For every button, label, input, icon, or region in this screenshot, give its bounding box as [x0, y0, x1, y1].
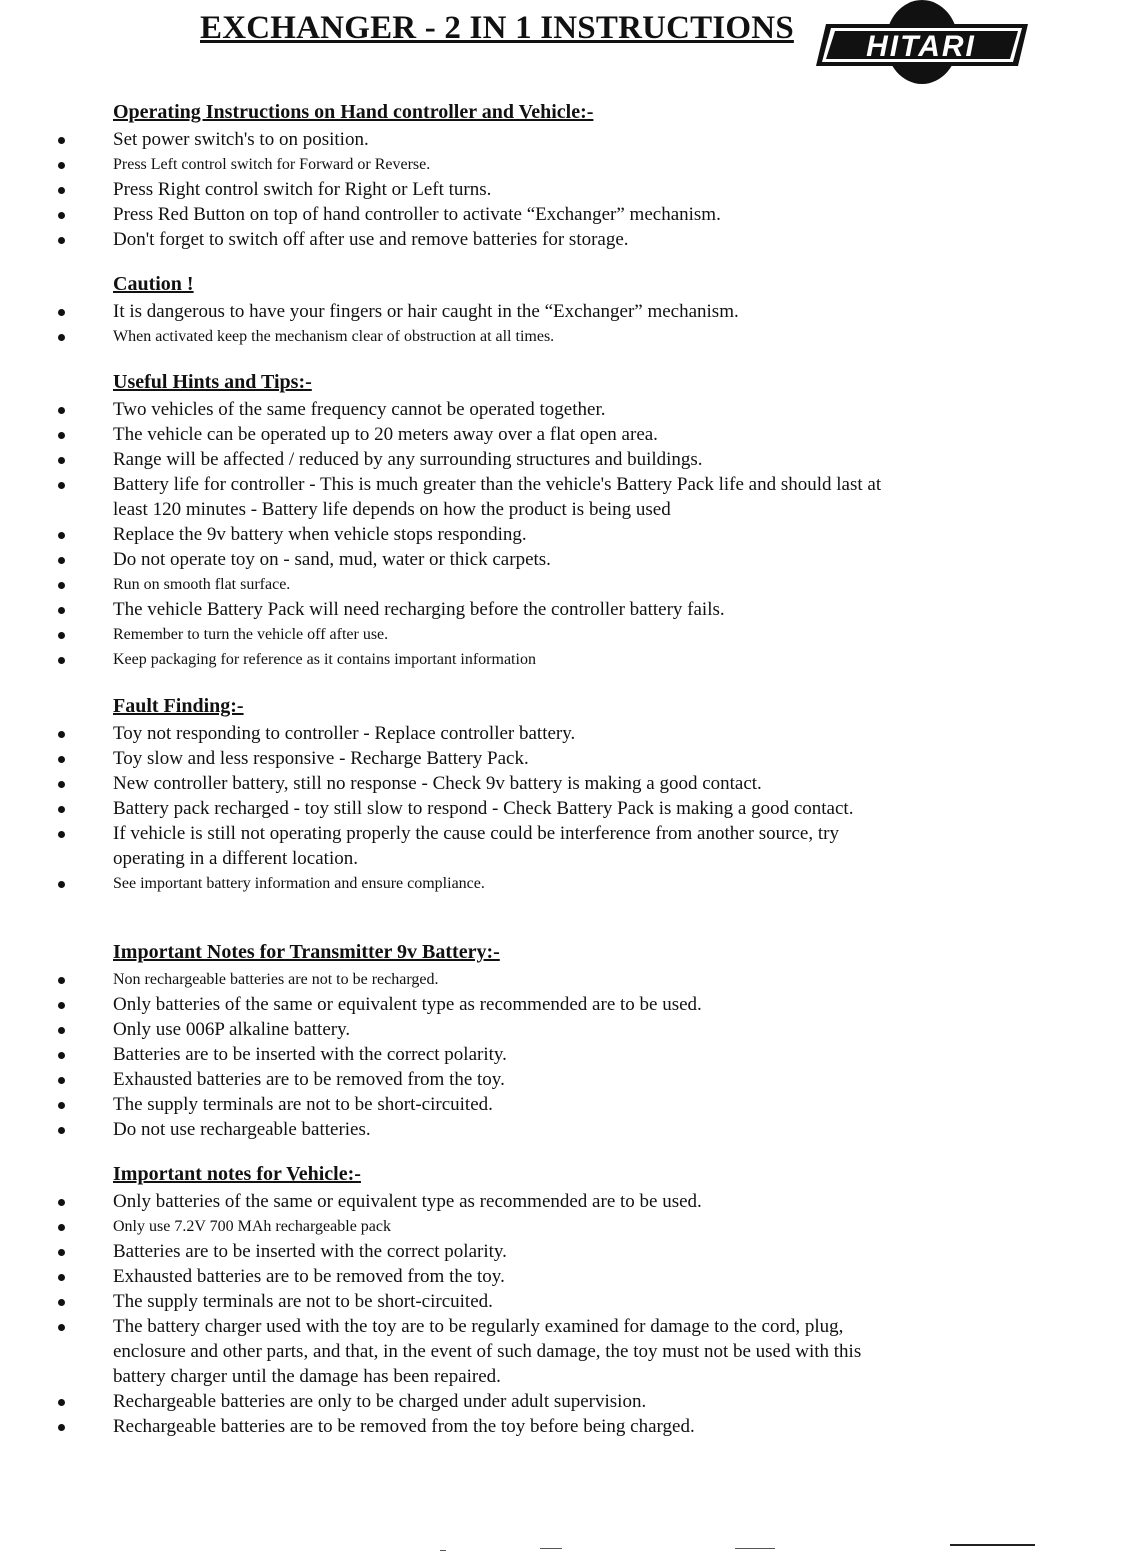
- bullet-icon: [58, 632, 65, 639]
- list-item: Do not use rechargeable batteries.: [0, 1117, 1137, 1142]
- bullet-icon: [58, 1249, 65, 1256]
- bullet-icon: [58, 1224, 65, 1231]
- list-item: See important battery information and ensure compliance.: [0, 871, 1137, 896]
- list-item: Don't forget to switch off after use and remove batteries for storage.: [0, 227, 1137, 252]
- bullet-icon: [58, 137, 65, 144]
- list-item: Only batteries of the same or equivalent type as recommended are to be used.: [0, 1189, 1137, 1214]
- document-title: EXCHANGER - 2 IN 1 INSTRUCTIONS: [200, 10, 794, 46]
- list-item: It is dangerous to have your fingers or hair caught in the “Exchanger” mechanism.: [0, 299, 1137, 324]
- bullet-list: [0, 967, 1137, 1142]
- bullet-icon: [58, 309, 65, 316]
- bullet-icon: [58, 432, 65, 439]
- bullet-icon: [58, 607, 65, 614]
- list-item: Range will be affected / reduced by any surrounding structures and buildings.: [0, 447, 1137, 472]
- bullet-icon: [58, 407, 65, 414]
- bullet-icon: [58, 1299, 65, 1306]
- list-item: Only batteries of the same or equivalent type as recommended are to be used.: [0, 992, 1137, 1017]
- bullet-list: [0, 127, 1137, 252]
- bullet-list: [0, 1189, 1137, 1439]
- hitari-logo-text: HITARI: [866, 30, 976, 63]
- list-item: New controller battery, still no response - Check 9v battery is making a good contact.: [0, 771, 1137, 796]
- list-item: Batteries are to be inserted with the correct polarity.: [0, 1239, 1137, 1264]
- bullet-icon: [58, 1274, 65, 1281]
- list-item: Rechargeable batteries are to be removed from the toy before being charged.: [0, 1414, 1137, 1439]
- scan-artifact-speck: [735, 1548, 775, 1549]
- list-item: Keep packaging for reference as it contains important information: [0, 647, 1137, 672]
- bullet-icon: [58, 1027, 65, 1034]
- scan-artifact-speck: [440, 1550, 446, 1551]
- hitari-logo-graphic: [814, 0, 1034, 86]
- hitari-logo: [814, 0, 1034, 86]
- list-item: Press Left control switch for Forward or Reverse.: [0, 152, 1137, 177]
- bullet-icon: [58, 237, 65, 244]
- list-item: Press Red Button on top of hand controller to activate “Exchanger” mechanism.: [0, 202, 1137, 227]
- bullet-icon: [58, 1424, 65, 1431]
- bullet-icon: [58, 162, 65, 169]
- list-item: Battery life for controller - This is much greater than the vehicle's Battery Pack life and should last at least 120 minutes - Battery life depends on how the product is being used: [0, 472, 1137, 522]
- list-item: Exhausted batteries are to be removed from the toy.: [0, 1264, 1137, 1289]
- bullet-icon: [58, 657, 65, 664]
- bullet-icon: [58, 1077, 65, 1084]
- bullet-list: [0, 397, 1137, 672]
- bullet-icon: [58, 806, 65, 813]
- bullet-icon: [58, 334, 65, 341]
- bullet-icon: [58, 1199, 65, 1206]
- list-item: Batteries are to be inserted with the correct polarity.: [0, 1042, 1137, 1067]
- list-item: The vehicle can be operated up to 20 meters away over a flat open area.: [0, 422, 1137, 447]
- bullet-icon: [58, 1324, 65, 1331]
- list-item: Toy slow and less responsive - Recharge Battery Pack.: [0, 746, 1137, 771]
- bullet-list: [0, 721, 1137, 896]
- list-item: Set power switch's to on position.: [0, 127, 1137, 152]
- bullet-icon: [58, 756, 65, 763]
- bullet-icon: [58, 781, 65, 788]
- list-item: If vehicle is still not operating properly the cause could be interference from another source, try operating in a different location.: [0, 821, 1137, 871]
- list-item: Run on smooth flat surface.: [0, 572, 1137, 597]
- bullet-icon: [58, 482, 65, 489]
- section-heading: Important notes for Vehicle:-: [113, 1163, 361, 1185]
- list-item: The supply terminals are not to be short-circuited.: [0, 1289, 1137, 1314]
- bullet-icon: [58, 1002, 65, 1009]
- bullet-icon: [58, 831, 65, 838]
- bullet-icon: [58, 731, 65, 738]
- bullet-icon: [58, 212, 65, 219]
- section-heading: Important Notes for Transmitter 9v Battery:-: [113, 941, 500, 963]
- list-item: Only use 006P alkaline battery.: [0, 1017, 1137, 1042]
- bullet-icon: [58, 881, 65, 888]
- list-item: Replace the 9v battery when vehicle stops responding.: [0, 522, 1137, 547]
- list-item: Non rechargeable batteries are not to be recharged.: [0, 967, 1137, 992]
- bullet-icon: [58, 582, 65, 589]
- bullet-icon: [58, 1127, 65, 1134]
- list-item: Remember to turn the vehicle off after use.: [0, 622, 1137, 647]
- list-item: The battery charger used with the toy are to be regularly examined for damage to the cord, plug, enclosure and other parts, and that, in the event of such damage, the toy must not be used with this battery charger until the damage has been repaired.: [0, 1314, 1137, 1389]
- bullet-icon: [58, 1399, 65, 1406]
- bullet-icon: [58, 557, 65, 564]
- bullet-icon: [58, 977, 65, 984]
- bullet-icon: [58, 187, 65, 194]
- section-heading: Operating Instructions on Hand controller and Vehicle:-: [113, 101, 594, 123]
- bullet-icon: [58, 532, 65, 539]
- bullet-icon: [58, 457, 65, 464]
- list-item: The supply terminals are not to be short-circuited.: [0, 1092, 1137, 1117]
- list-item: Battery pack recharged - toy still slow to respond - Check Battery Pack is making a good contact.: [0, 796, 1137, 821]
- section-heading: Useful Hints and Tips:-: [113, 371, 312, 393]
- list-item: Exhausted batteries are to be removed from the toy.: [0, 1067, 1137, 1092]
- list-item: Two vehicles of the same frequency cannot be operated together.: [0, 397, 1137, 422]
- scan-artifact-speck: [540, 1548, 562, 1549]
- list-item: Do not operate toy on - sand, mud, water or thick carpets.: [0, 547, 1137, 572]
- list-item: When activated keep the mechanism clear of obstruction at all times.: [0, 324, 1137, 349]
- section-heading: Caution !: [113, 273, 194, 295]
- scan-artifact-line: [950, 1544, 1035, 1546]
- section-heading: Fault Finding:-: [113, 695, 244, 717]
- list-item: The vehicle Battery Pack will need recharging before the controller battery fails.: [0, 597, 1137, 622]
- list-item: Toy not responding to controller - Replace controller battery.: [0, 721, 1137, 746]
- bullet-icon: [58, 1052, 65, 1059]
- list-item: Rechargeable batteries are only to be charged under adult supervision.: [0, 1389, 1137, 1414]
- bullet-list: [0, 299, 1137, 349]
- list-item: Only use 7.2V 700 MAh rechargeable pack: [0, 1214, 1137, 1239]
- list-item: Press Right control switch for Right or Left turns.: [0, 177, 1137, 202]
- bullet-icon: [58, 1102, 65, 1109]
